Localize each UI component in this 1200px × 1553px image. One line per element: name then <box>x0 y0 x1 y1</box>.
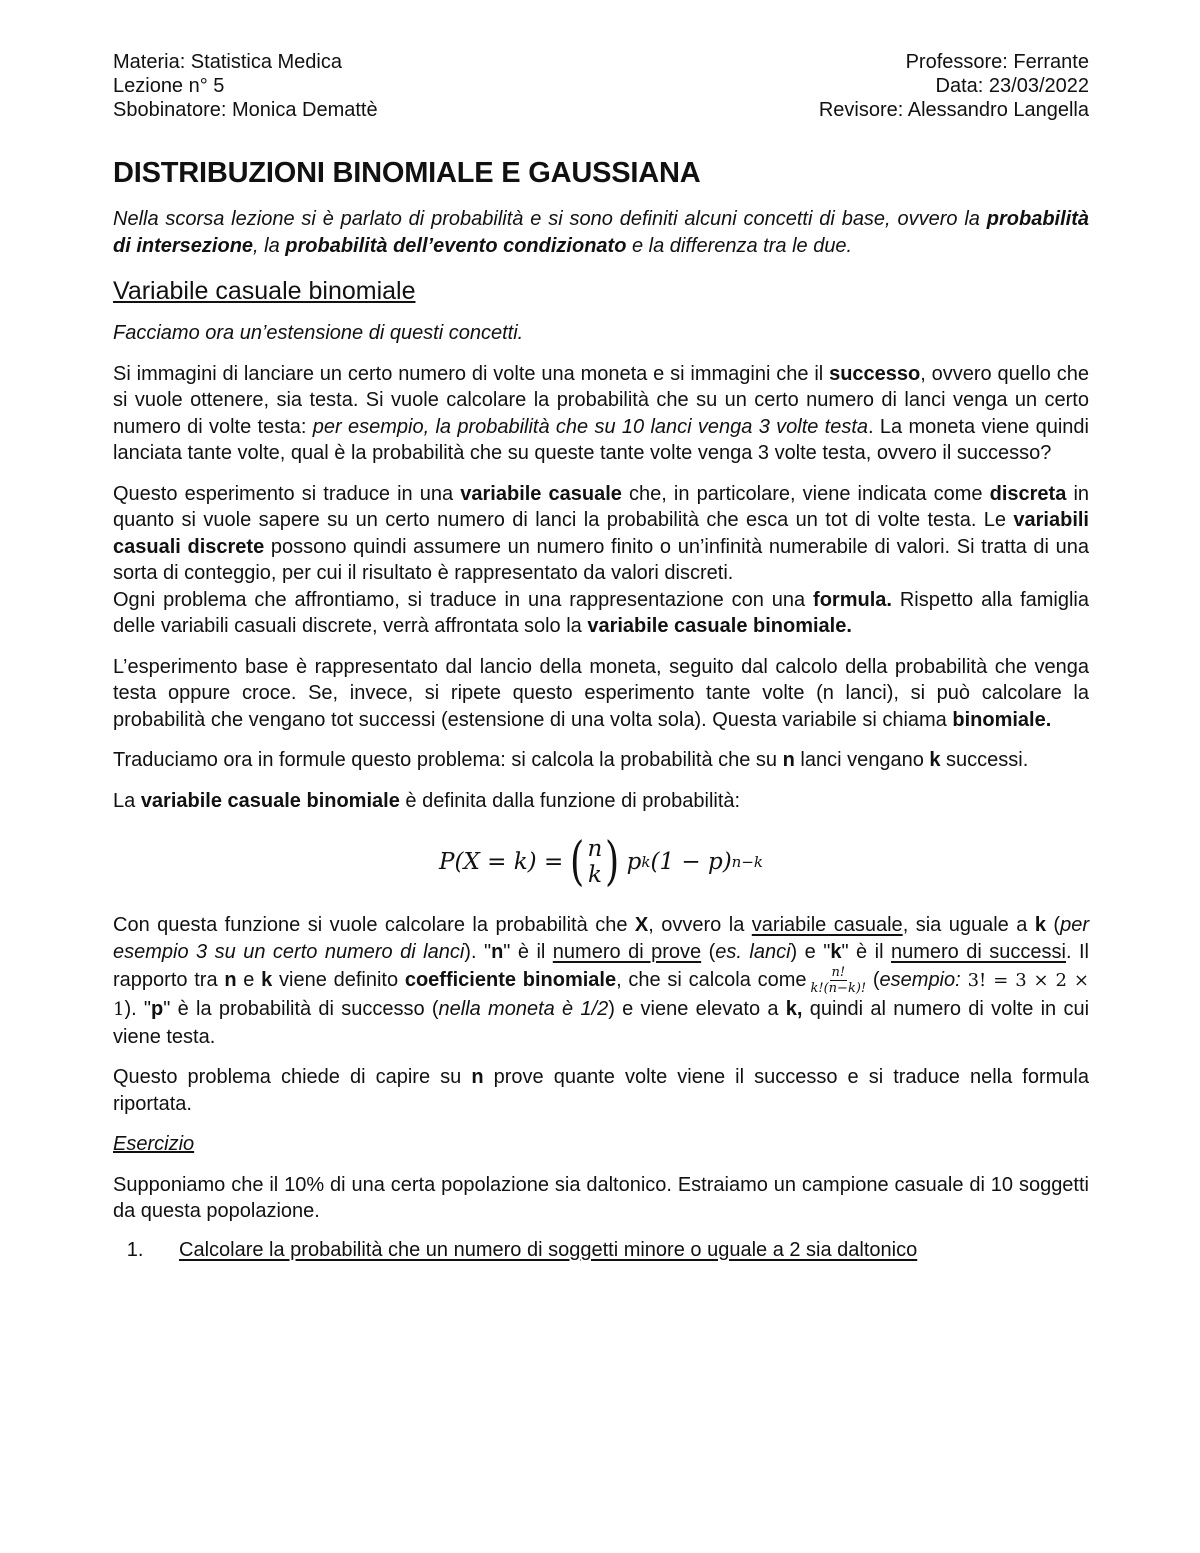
p8-underline-3: numero di successi <box>890 940 1066 963</box>
p6-text-1: Traduciamo ora in formule questo problema: si calcola la probabilità che su <box>113 749 783 771</box>
p5-bold-1: binomiale. <box>952 708 1052 731</box>
intro-bold-2: probabilità dell’evento condizionato <box>285 235 627 257</box>
paragraph-10: Supponiamo che il 10% di una certa popolazione sia daltonico. Estraiamo un campione casuale di 10 soggetti da questa popolazione. <box>113 1173 1089 1222</box>
p3-text-4: possono quindi assumere un numero finito o un’infinità numerabile di valori. Si tratta di una sorta di conteggio, per cui il risultato è rappresentato da valori discreti. <box>113 535 1089 584</box>
p8-bold-8: p <box>151 998 164 1020</box>
header-materia: Materia: Statistica Medica <box>113 51 342 73</box>
intro-paragraph <box>113 206 1089 260</box>
binomial-stack <box>588 836 603 888</box>
p8-bold-5: n <box>224 968 237 991</box>
p7-text-1: La <box>113 789 141 812</box>
formula-open-paren: ( <box>570 832 585 892</box>
paragraph-9 <box>113 1064 1089 1117</box>
p8-text-15: ). " <box>124 998 152 1020</box>
p8-text-2: , ovvero la <box>648 914 752 936</box>
header-left <box>113 50 378 122</box>
binomial-k: k <box>587 862 602 888</box>
p8-bold-4: k <box>830 940 842 963</box>
binomial-coefficient <box>567 832 622 892</box>
p8-bold-6: k <box>261 968 273 991</box>
p9-bold-1: n <box>471 1066 484 1088</box>
p6-text-2: lanci vengano <box>794 749 930 771</box>
p4-bold-1: formula. <box>813 588 892 611</box>
p8-text-16: " è la probabilità di successo ( <box>163 998 439 1020</box>
document-header <box>113 50 1089 124</box>
p8-bold-1: X <box>634 914 649 936</box>
formula-one-minus-p: (1 − p) <box>650 849 732 875</box>
p8-italic-1: per esempio 3 su un certo numero di lanci <box>113 914 1089 963</box>
section-title: Variabile casuale binomiale <box>113 277 416 305</box>
paragraph-3 <box>113 481 1089 587</box>
paragraph-5 <box>113 654 1089 734</box>
header-right <box>819 50 1089 122</box>
formula-p-exponent: k <box>641 853 651 871</box>
formula-p: p <box>626 849 642 875</box>
p3-bold-1: variabile casuale <box>460 482 622 505</box>
p8-text-18: quindi al numero di volte in cui viene testa. <box>113 998 1090 1048</box>
p8-underline-1: variabile casuale <box>751 914 903 936</box>
p3-bold-3: variabili casuali discrete <box>113 509 1089 558</box>
p8-text-7: ( <box>701 940 716 963</box>
esercizio-label: Esercizio <box>113 1133 195 1155</box>
factorial-fraction <box>811 965 867 996</box>
p3-text-1: Questo esperimento si traduce in una <box>113 482 461 505</box>
p8-text-5: ). " <box>464 940 492 963</box>
formula-n-minus-k-exponent: n−k <box>731 853 763 871</box>
p3-text-3: in quanto si vuole sapere su un certo numero di lanci la probabilità che esca un tot di volte testa. Le <box>113 482 1090 531</box>
header-data: Data: 23/03/2022 <box>935 75 1089 97</box>
fraction-denominator: k!(n−k)! <box>810 981 867 996</box>
p9-text-2: prove quante volte viene il successo e si traduce nella formula riportata. <box>113 1066 1089 1115</box>
intro-bold-1: probabilità di intersezione <box>113 208 1089 257</box>
p8-underline-2: numero di prove <box>552 940 702 963</box>
document-title: DISTRIBUZIONI BINOMIALE E GAUSSIANA <box>113 157 701 189</box>
header-lezione: Lezione n° 5 <box>113 75 225 97</box>
p5-text-1: L’esperimento base è rappresentato dal lancio della moneta, seguito dal calcolo della probabilità che venga testa oppure croce. Se, invece, si ripete questo esperimento tante volte (n lanci), si può calcolare la probabilità che vengano tot successi (estensione di una volta sola). Questa variabile si chiama <box>113 655 1089 731</box>
p8-text-14: ( <box>866 968 880 991</box>
p8-text-11: e <box>236 968 262 991</box>
binomial-n: n <box>587 836 603 862</box>
formula-lhs: P(X = k) = <box>439 849 564 875</box>
p8-italic-2: es. lanci <box>715 940 791 963</box>
p7-bold-1: variabile casuale binomiale <box>140 789 400 812</box>
p8-text-13: , che si calcola come <box>616 968 807 991</box>
binomial-formula <box>113 822 1089 902</box>
p4-bold-2: variabile casuale binomiale. <box>587 615 852 637</box>
paragraph-8 <box>113 912 1089 1050</box>
paragraph-7 <box>113 788 1089 815</box>
header-professore: Professore: Ferrante <box>905 51 1089 73</box>
p8-text-8: ) e " <box>790 940 831 963</box>
p2-text-1: Si immagini di lanciare un certo numero di volte una moneta e si immagini che il <box>113 362 830 385</box>
fraction-numerator: n! <box>831 965 846 980</box>
document-page <box>113 50 1089 1263</box>
p2-bold-1: successo <box>829 362 921 385</box>
p4-text-1: Ogni problema che affrontiamo, si traduce in una rappresentazione con una <box>113 588 814 611</box>
p4-text-2: Rispetto alla famiglia delle variabili casuali discrete, verrà affrontata solo la <box>113 588 1089 637</box>
p8-math-example: 3! = 3 × 2 × 1 <box>113 969 1089 1020</box>
intro-text-3: e la differenza tra le due. <box>626 235 853 257</box>
header-sbobinatore: Sbobinatore: Monica Demattè <box>113 99 378 121</box>
p7-text-2: è definita dalla funzione di probabilità: <box>399 789 741 812</box>
p8-text-6: " è il <box>503 940 553 963</box>
intro-text-2: , la <box>253 235 286 257</box>
p8-bold-2: k <box>1034 914 1046 936</box>
p6-bold-2: k <box>929 749 941 771</box>
p3-bold-2: discreta <box>989 482 1067 505</box>
paragraph-4 <box>113 587 1089 640</box>
p8-text-3: , sia uguale a <box>902 914 1035 936</box>
list-item <box>149 1237 1089 1263</box>
p8-text-1: Con questa funzione si vuole calcolare la probabilità che <box>113 914 635 936</box>
p8-italic-3: esempio: <box>879 968 961 991</box>
p6-text-3: successi. <box>940 749 1029 771</box>
p8-bold-3: n <box>491 940 504 963</box>
paragraph-1: Facciamo ora un’estensione di questi concetti. <box>113 322 524 344</box>
p8-bold-9: k, <box>785 998 803 1020</box>
p3-text-2: che, in particolare, viene indicata come <box>621 482 990 505</box>
intro-text-1: Nella scorsa lezione si è parlato di probabilità e si sono definiti alcuni concetti di base, ovvero la <box>113 208 987 230</box>
p8-text-12: viene definito <box>272 968 405 991</box>
p8-text-4: ( <box>1045 914 1061 936</box>
p8-italic-4: nella moneta è 1/2 <box>438 998 609 1020</box>
formula-close-paren: ) <box>605 832 620 892</box>
list-item-text: Calcolare la probabilità che un numero di soggetti minore o uguale a 2 sia daltonico <box>179 1238 918 1261</box>
header-revisore: Revisore: Alessandro Langella <box>818 99 1089 121</box>
paragraph-2 <box>113 361 1089 467</box>
p6-bold-1: n <box>782 749 795 771</box>
p8-text-9: " è il <box>841 940 891 963</box>
exercise-list <box>113 1237 1089 1263</box>
paragraph-6 <box>113 747 1089 774</box>
p8-bold-7: coefficiente binomiale <box>404 968 617 991</box>
p8-text-17: ) e viene elevato a <box>608 998 786 1020</box>
p8-text-10: . Il rapporto tra <box>113 940 1090 991</box>
p2-text-3: . La moneta viene quindi lanciata tante volte, qual è la probabilità che su queste tante volte venga 3 volte testa, ovvero il successo? <box>113 415 1089 464</box>
p2-italic-1: per esempio, la probabilità che su 10 lanci venga 3 volte testa <box>312 415 869 438</box>
p2-text-2: , ovvero quello che si vuole ottenere, sia testa. Si vuole calcolare la probabilità che su un certo numero di lanci venga un certo numero di volte testa: <box>113 362 1089 438</box>
p9-text-1: Questo problema chiede di capire su <box>113 1066 472 1088</box>
